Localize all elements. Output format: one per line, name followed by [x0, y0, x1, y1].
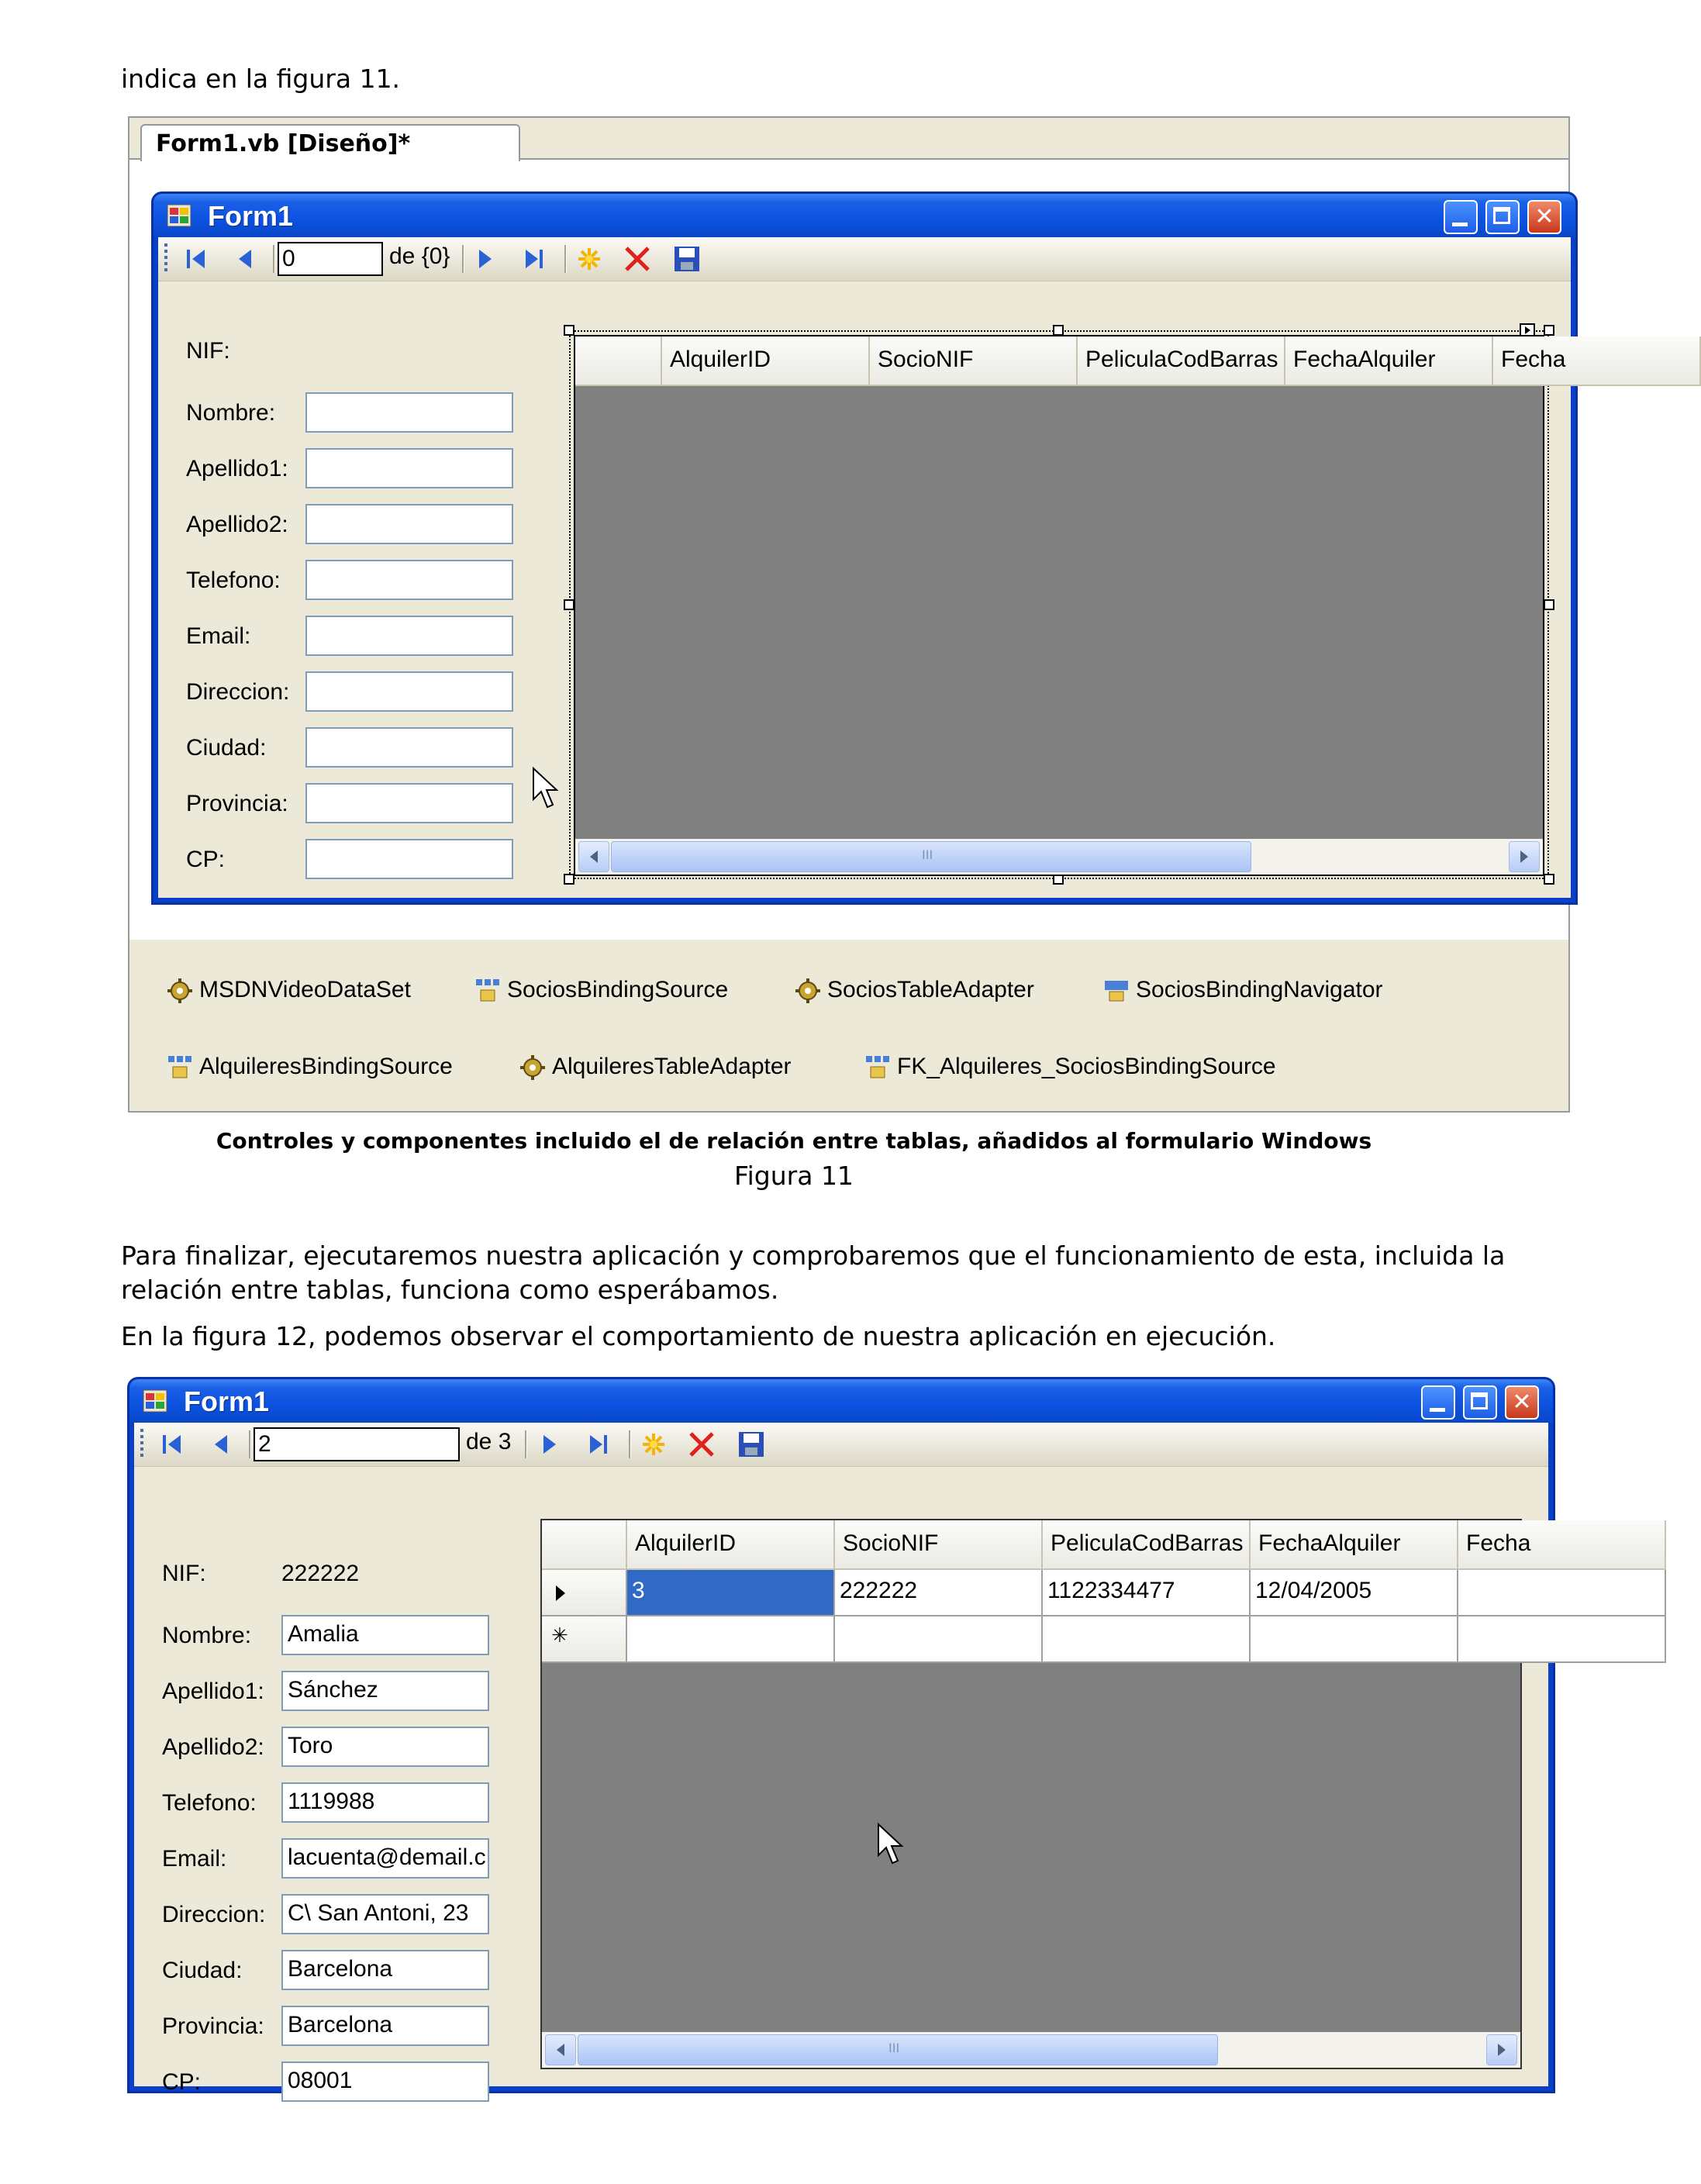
figure11-caption-bold: Controles y componentes incluido el de relación entre tablas, añadidos al formulario Windows	[216, 1128, 1372, 1154]
resize-handle[interactable]	[1544, 599, 1554, 610]
save-icon[interactable]	[673, 245, 701, 273]
designer-titlebar	[154, 194, 1575, 237]
paragraph-1: Para finalizar, ejecutaremos nuestra aplicación y comprobaremos que el funcionamiento de esta, incluida la relación entre tablas, funciona como esperábamos.	[121, 1240, 1506, 1305]
designer-apellido2-textbox[interactable]	[305, 504, 513, 544]
toolbar-grip[interactable]	[164, 243, 167, 274]
binding-navigator-icon	[1103, 978, 1130, 1004]
form-icon	[143, 1390, 167, 1412]
runtime-label-provincia: Provincia:	[162, 2013, 264, 2039]
designer-binding-navigator	[158, 237, 1571, 281]
table-cell[interactable]	[1458, 1570, 1666, 1616]
move-last-icon[interactable]	[587, 1432, 610, 1457]
runtime-form-window	[127, 1377, 1555, 2093]
minimize-button[interactable]	[1444, 200, 1478, 234]
designer-cp-textbox[interactable]	[305, 839, 513, 879]
row-header-current[interactable]	[542, 1570, 627, 1616]
scroll-grip-glyph: III	[922, 847, 933, 862]
runtime-label-ciudad: Ciudad:	[162, 1958, 243, 1983]
runtime-cp-textbox[interactable]: 08001	[281, 2062, 489, 2102]
move-last-icon[interactable]	[523, 247, 546, 271]
move-first-icon[interactable]	[185, 247, 208, 271]
designer-direccion-textbox[interactable]	[305, 671, 513, 712]
toolbar-grip[interactable]	[140, 1429, 143, 1460]
designer-form-window	[151, 191, 1578, 905]
runtime-apellido1-textbox[interactable]: Sánchez	[281, 1671, 489, 1711]
scroll-left-button[interactable]	[578, 841, 609, 872]
delete-icon[interactable]	[623, 245, 651, 273]
binding-source-icon	[474, 978, 501, 1004]
designer-nombre-textbox[interactable]	[305, 392, 513, 433]
table-cell-new[interactable]	[1043, 1616, 1251, 1663]
binding-source-icon	[167, 1054, 193, 1081]
table-cell-selected[interactable]: 3	[627, 1570, 835, 1616]
designer-label-apellido1: Apellido1:	[186, 456, 288, 481]
table-cell[interactable]: 1122334477	[1043, 1570, 1251, 1616]
column-header[interactable]: SocioNIF	[870, 336, 1078, 386]
designer-provincia-textbox[interactable]	[305, 783, 513, 823]
column-header[interactable]: FechaAlquiler	[1251, 1520, 1458, 1570]
add-new-icon[interactable]	[577, 247, 602, 271]
delete-icon[interactable]	[688, 1430, 716, 1458]
scroll-thumb[interactable]	[578, 2034, 1218, 2065]
designer-ciudad-textbox[interactable]	[305, 727, 513, 768]
designer-label-ciudad: Ciudad:	[186, 735, 267, 761]
designer-form-title: Form1	[208, 200, 294, 232]
component-socios-binding-navigator[interactable]: SociosBindingNavigator	[1103, 977, 1383, 1004]
row-header-corner	[542, 1520, 627, 1570]
binding-source-icon	[864, 1054, 891, 1081]
component-socios-table-adapter[interactable]: SociosTableAdapter	[795, 977, 1034, 1004]
row-header-corner	[575, 336, 662, 386]
designer-position-input[interactable]: 0	[278, 242, 383, 276]
column-header[interactable]: AlquilerID	[662, 336, 870, 386]
table-adapter-icon	[795, 978, 821, 1004]
designer-form-client	[158, 237, 1571, 898]
column-header[interactable]: Fecha	[1493, 336, 1701, 386]
runtime-form-title: Form1	[184, 1385, 270, 1417]
component-dataset[interactable]: MSDNVideoDataSet	[167, 977, 411, 1004]
designer-apellido1-textbox[interactable]	[305, 448, 513, 488]
runtime-email-textbox[interactable]: lacuenta@demail.c	[281, 1838, 489, 1879]
move-previous-icon[interactable]	[236, 247, 254, 271]
designer-email-textbox[interactable]	[305, 616, 513, 656]
component-alquileres-binding-source[interactable]: AlquileresBindingSource	[167, 1054, 453, 1081]
row-header-new[interactable]	[542, 1616, 627, 1663]
scroll-right-button[interactable]	[1509, 841, 1540, 872]
column-header[interactable]: Fecha	[1458, 1520, 1666, 1570]
component-alquileres-table-adapter[interactable]: AlquileresTableAdapter	[519, 1054, 792, 1081]
table-cell-new[interactable]	[835, 1616, 1043, 1663]
table-cell-new[interactable]	[1251, 1616, 1458, 1663]
move-previous-icon[interactable]	[212, 1432, 230, 1457]
designer-label-direccion: Direccion:	[186, 679, 290, 705]
runtime-nif-value: 222222	[281, 1561, 360, 1586]
table-cell-new[interactable]	[1458, 1616, 1666, 1663]
runtime-datagridview[interactable]	[540, 1519, 1531, 2069]
scroll-left-button[interactable]	[545, 2034, 576, 2065]
minimize-button[interactable]	[1421, 1385, 1455, 1420]
form-icon	[167, 205, 191, 226]
runtime-nombre-textbox[interactable]: Amalia	[281, 1615, 489, 1655]
runtime-label-email: Email:	[162, 1846, 227, 1872]
designer-datagridview[interactable]	[574, 335, 1566, 876]
runtime-label-nif: NIF:	[162, 1561, 206, 1586]
designer-label-nombre: Nombre:	[186, 400, 276, 426]
table-cell[interactable]: 12/04/2005	[1251, 1570, 1458, 1616]
component-tray	[129, 938, 1568, 1111]
maximize-button[interactable]	[1463, 1385, 1497, 1420]
runtime-form-client	[134, 1423, 1548, 2095]
resize-handle[interactable]	[564, 599, 574, 610]
column-header[interactable]: AlquilerID	[627, 1520, 835, 1570]
component-fk-binding-source[interactable]: FK_Alquileres_SociosBindingSource	[864, 1054, 1276, 1081]
resize-handle[interactable]	[564, 874, 574, 885]
runtime-label-nombre: Nombre:	[162, 1623, 252, 1648]
runtime-label-apellido1: Apellido1:	[162, 1679, 264, 1704]
table-cell[interactable]: 222222	[835, 1570, 1043, 1616]
resize-handle[interactable]	[1544, 874, 1554, 885]
designer-label-cp: CP:	[186, 847, 226, 872]
resize-handle[interactable]	[1053, 325, 1064, 336]
runtime-direccion-textbox[interactable]: C\ San Antoni, 23	[281, 1894, 489, 1934]
designer-label-apellido2: Apellido2:	[186, 512, 288, 537]
runtime-label-cp: CP:	[162, 2069, 202, 2095]
designer-telefono-textbox[interactable]	[305, 560, 513, 600]
dataset-icon	[167, 978, 193, 1004]
runtime-position-input[interactable]: 2	[254, 1427, 460, 1461]
designer-label-email: Email:	[186, 623, 251, 649]
move-first-icon[interactable]	[160, 1432, 184, 1457]
scroll-thumb[interactable]	[611, 841, 1251, 872]
runtime-label-telefono: Telefono:	[162, 1790, 257, 1816]
column-header[interactable]: SocioNIF	[835, 1520, 1043, 1570]
move-next-icon[interactable]	[540, 1432, 559, 1457]
paragraph-2: En la figura 12, podemos observar el comportamiento de nuestra aplicación en ejecución.	[121, 1321, 1276, 1351]
designer-label-nif: NIF:	[186, 338, 230, 364]
runtime-label-apellido2: Apellido2:	[162, 1734, 264, 1760]
resize-handle[interactable]	[1544, 325, 1554, 336]
column-header[interactable]: PeliculaCodBarras	[1043, 1520, 1251, 1570]
intro-line: indica en la figura 11.	[121, 64, 401, 94]
designer-label-provincia: Provincia:	[186, 791, 288, 816]
save-icon[interactable]	[737, 1430, 765, 1458]
close-button[interactable]: ✕	[1527, 200, 1561, 234]
close-button[interactable]: ✕	[1505, 1385, 1539, 1420]
table-adapter-icon	[519, 1054, 546, 1081]
designer-count-label: de {0}	[389, 243, 450, 269]
runtime-label-direccion: Direccion:	[162, 1902, 266, 1927]
move-next-icon[interactable]	[476, 247, 495, 271]
scroll-right-button[interactable]	[1486, 2034, 1517, 2065]
horizontal-scrollbar[interactable]	[575, 839, 1543, 875]
figure11-caption: Figura 11	[734, 1161, 854, 1191]
column-header[interactable]: PeliculaCodBarras	[1078, 336, 1285, 386]
runtime-apellido2-textbox[interactable]: Toro	[281, 1727, 489, 1767]
mouse-cursor-icon	[877, 1823, 905, 1866]
runtime-binding-navigator	[134, 1423, 1548, 1467]
mouse-cursor-icon	[532, 767, 560, 810]
horizontal-scrollbar[interactable]	[542, 2032, 1520, 2068]
tab-form1-design[interactable]	[140, 124, 520, 161]
column-header[interactable]: FechaAlquiler	[1285, 336, 1493, 386]
runtime-ciudad-textbox[interactable]: Barcelona	[281, 1950, 489, 1990]
runtime-telefono-textbox[interactable]: 1119988	[281, 1782, 489, 1823]
resize-handle[interactable]	[564, 325, 574, 336]
designer-label-telefono: Telefono:	[186, 568, 281, 593]
table-cell-new[interactable]	[627, 1616, 835, 1663]
component-socios-binding-source[interactable]: SociosBindingSource	[474, 977, 728, 1004]
maximize-button[interactable]	[1485, 200, 1520, 234]
designer-frame	[128, 116, 1570, 1113]
tab-label: Form1.vb [Diseño]*	[156, 130, 411, 157]
add-new-icon[interactable]	[641, 1432, 666, 1457]
runtime-provincia-textbox[interactable]: Barcelona	[281, 2006, 489, 2046]
new-row-icon: ✳	[551, 1624, 568, 1647]
current-row-arrow-icon	[550, 1572, 573, 1615]
scroll-grip-glyph: III	[888, 2041, 900, 2055]
runtime-titlebar	[129, 1379, 1553, 1423]
runtime-count-label: de 3	[466, 1429, 512, 1454]
